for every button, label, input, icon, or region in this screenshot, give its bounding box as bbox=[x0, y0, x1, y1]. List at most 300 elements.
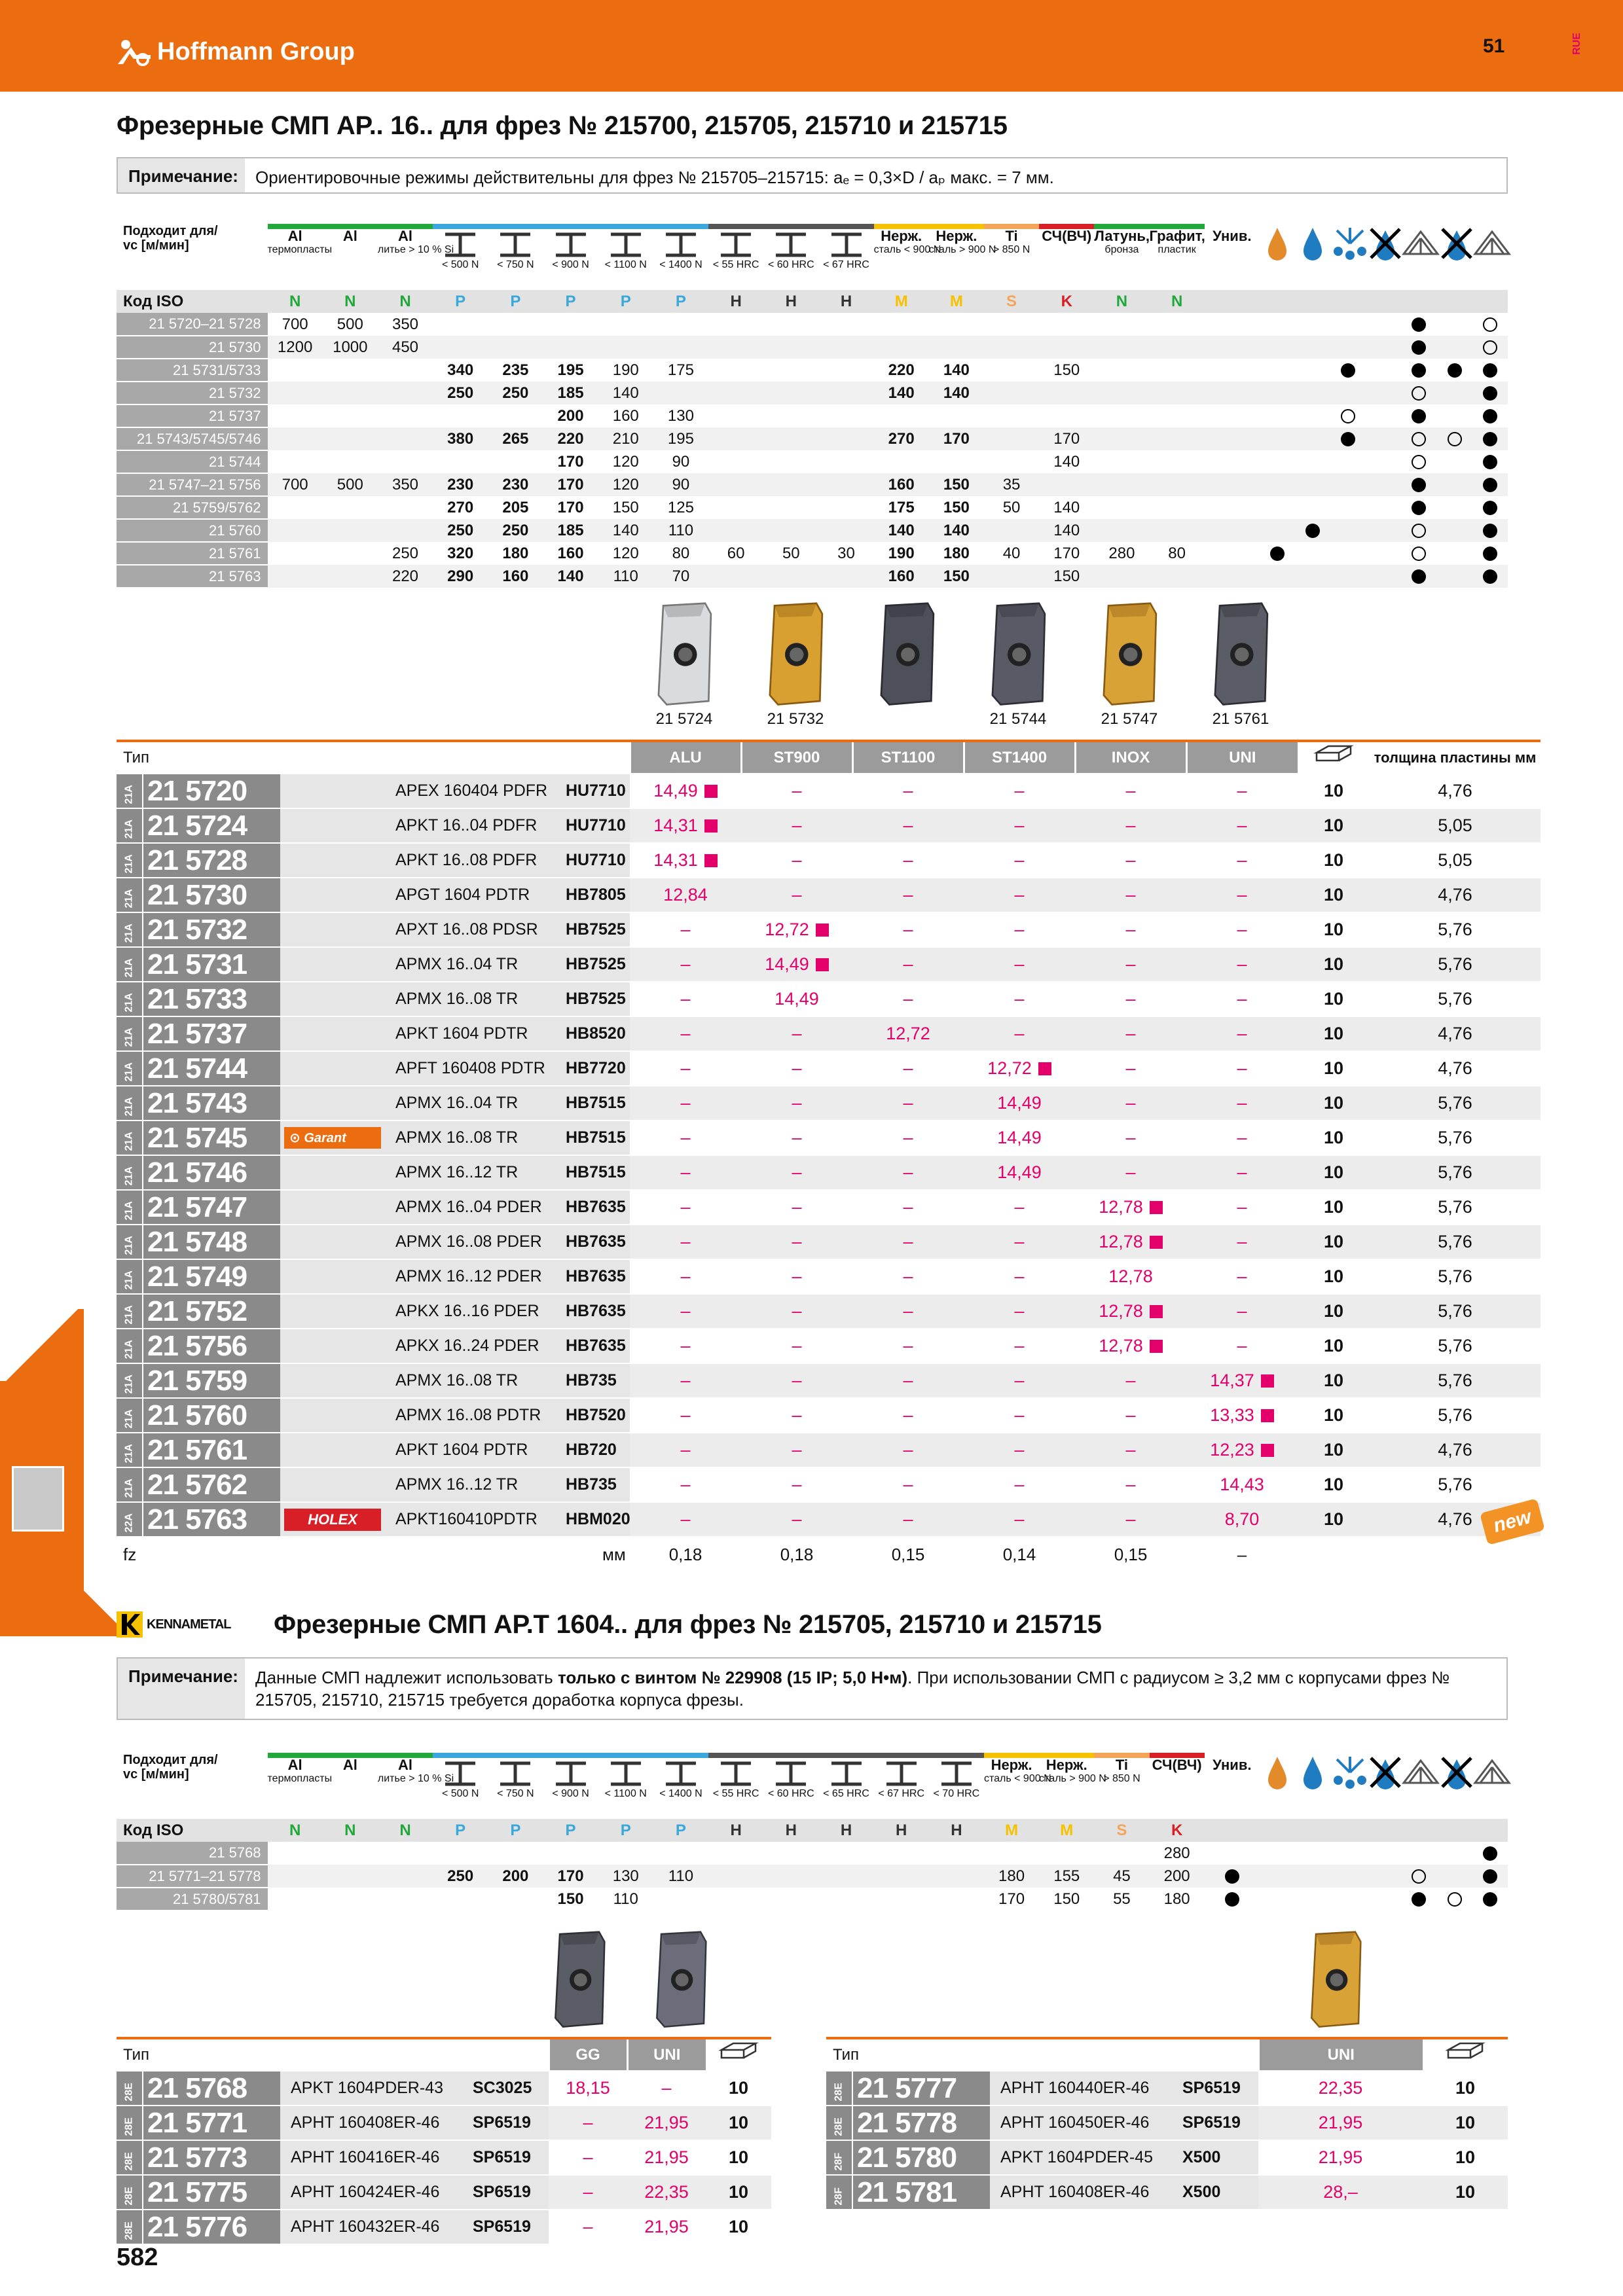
type-label: Тип bbox=[117, 741, 630, 774]
table-row[interactable] bbox=[117, 2106, 771, 2140]
price: – bbox=[852, 1086, 964, 1121]
designation: APKT 16..04 PDFR bbox=[385, 808, 563, 843]
table-row[interactable] bbox=[117, 2071, 771, 2106]
note-text: Ориентировочные режимы действительны для фрез № 215705–215715: aₑ = 0,3×D / aₚ макс. = 7 мм. bbox=[255, 168, 1054, 187]
open-dot-icon bbox=[1412, 524, 1426, 538]
material-header: < 1100 N bbox=[598, 218, 653, 290]
price: – bbox=[741, 1259, 852, 1294]
article-number[interactable]: 21 5746 bbox=[143, 1155, 280, 1190]
coolant-suitability bbox=[1295, 427, 1330, 450]
cutting-speed bbox=[818, 1865, 873, 1888]
article-number[interactable]: 21 5756 bbox=[143, 1329, 280, 1363]
cutting-speed: 180 bbox=[984, 1865, 1039, 1888]
cutting-speed bbox=[268, 1842, 323, 1865]
designation: APMX 16..08 PDER bbox=[385, 1225, 563, 1259]
cutting-speed bbox=[708, 450, 763, 473]
price: – bbox=[549, 2106, 627, 2140]
article-number[interactable]: 21 5780 bbox=[852, 2140, 990, 2175]
cutting-speed bbox=[1205, 496, 1260, 519]
article-number[interactable]: 21 5730 bbox=[143, 878, 280, 912]
table-row[interactable] bbox=[117, 1329, 1541, 1363]
cutting-speed bbox=[708, 473, 763, 496]
cutting-speed bbox=[488, 313, 543, 336]
row-label: 21 5731/5733 bbox=[117, 359, 268, 382]
table-row[interactable] bbox=[117, 1294, 1541, 1329]
price: 12,78 bbox=[1075, 1259, 1186, 1294]
group-tag: 21A bbox=[117, 1121, 143, 1155]
cutting-speed bbox=[268, 382, 323, 404]
price: – bbox=[1075, 1051, 1186, 1086]
price: 22,35 bbox=[627, 2175, 706, 2210]
table-row[interactable] bbox=[117, 843, 1541, 878]
table-row[interactable] bbox=[826, 2071, 1508, 2106]
cutting-speed bbox=[708, 336, 763, 359]
price: – bbox=[741, 1190, 852, 1225]
cutting-speed: 250 bbox=[433, 1865, 488, 1888]
filled-dot-icon bbox=[1483, 386, 1497, 401]
cutting-speed bbox=[763, 313, 818, 336]
table-row[interactable] bbox=[117, 774, 1541, 808]
iso-label: Код ISO bbox=[117, 1819, 268, 1842]
cutting-speed bbox=[543, 336, 598, 359]
cutting-speed bbox=[1150, 313, 1205, 336]
cutting-speed bbox=[763, 565, 818, 588]
cutting-speed: 30 bbox=[837, 544, 855, 562]
cutting-speed bbox=[1205, 519, 1260, 542]
article-number[interactable]: 21 5771 bbox=[143, 2106, 280, 2140]
cutting-speed: 205 bbox=[502, 498, 529, 516]
article-number[interactable]: 21 5773 bbox=[143, 2140, 280, 2175]
table-row[interactable] bbox=[826, 2106, 1508, 2140]
price: – bbox=[852, 1051, 964, 1086]
material-header: < 900 N bbox=[543, 218, 598, 290]
cutting-speed bbox=[1150, 427, 1205, 450]
article-number[interactable]: 21 5733 bbox=[143, 982, 280, 1016]
grade: HB7525 bbox=[563, 982, 630, 1016]
cutting-speed bbox=[818, 450, 873, 473]
cutting-speed bbox=[653, 382, 708, 404]
article-number[interactable]: 21 5747 bbox=[143, 1190, 280, 1225]
article-number[interactable]: 21 5728 bbox=[143, 843, 280, 878]
grade: HB7635 bbox=[563, 1259, 630, 1294]
group-tag: 21A bbox=[117, 1225, 143, 1259]
material-header: < 65 HRC bbox=[818, 1747, 873, 1819]
coolant-suitability bbox=[1437, 473, 1472, 496]
table-row[interactable] bbox=[117, 1225, 1541, 1259]
designation: APHT 160440ER-46 bbox=[990, 2071, 1180, 2106]
cutting-speed bbox=[268, 565, 323, 588]
cutting-speed: 170 bbox=[929, 427, 984, 450]
brand-cell bbox=[280, 843, 385, 878]
cutting-speed: 160 bbox=[488, 565, 543, 588]
cutting-speed bbox=[488, 1888, 543, 1910]
article-number[interactable]: 21 5775 bbox=[143, 2175, 280, 2210]
thickness: 5,05 bbox=[1370, 808, 1541, 843]
coolant-suitability bbox=[1472, 565, 1508, 588]
coolant-suitability bbox=[1330, 359, 1366, 382]
cutting-speed: 230 bbox=[433, 473, 488, 496]
coolant-suitability bbox=[1260, 359, 1295, 382]
grid-row bbox=[117, 1865, 1508, 1888]
table-row[interactable] bbox=[117, 1433, 1541, 1467]
brand-cell bbox=[280, 1502, 385, 1537]
table-row[interactable] bbox=[117, 1502, 1541, 1537]
thickness: 5,76 bbox=[1370, 1398, 1541, 1433]
insert-image-icon bbox=[1300, 1931, 1372, 2029]
type-label: Тип bbox=[117, 2038, 549, 2071]
cutting-speed: 200 bbox=[1150, 1865, 1205, 1888]
price: – bbox=[1186, 1051, 1298, 1086]
article-number[interactable]: 21 5763 bbox=[143, 1502, 280, 1537]
cutting-speed bbox=[874, 1888, 929, 1910]
steel-beam-icon bbox=[829, 232, 864, 258]
cutting-speed bbox=[433, 313, 488, 336]
coolant-suitability bbox=[1401, 382, 1436, 404]
price: – bbox=[964, 878, 1075, 912]
article-number[interactable]: 21 5744 bbox=[143, 1051, 280, 1086]
cutting-speed: 140 bbox=[543, 565, 598, 588]
coolant-suitability bbox=[1295, 519, 1330, 542]
table-row[interactable] bbox=[117, 1467, 1541, 1502]
cutting-speed bbox=[1039, 1842, 1094, 1865]
table-row[interactable] bbox=[117, 947, 1541, 982]
air-icon bbox=[1472, 224, 1512, 263]
price: – bbox=[1186, 1259, 1298, 1294]
price: 14,49 bbox=[964, 1121, 1075, 1155]
article-number[interactable]: 21 5748 bbox=[143, 1225, 280, 1259]
table-row[interactable] bbox=[117, 1363, 1541, 1398]
table-row[interactable] bbox=[117, 808, 1541, 843]
material-header: < 70 HRC bbox=[929, 1747, 984, 1819]
iso-code: K bbox=[1039, 290, 1094, 313]
article-number[interactable]: 21 5724 bbox=[143, 808, 280, 843]
table-row[interactable] bbox=[117, 912, 1541, 947]
article-number[interactable]: 21 5778 bbox=[852, 2106, 990, 2140]
cutting-speed: 150 bbox=[557, 1890, 584, 1908]
iso-code bbox=[1205, 1819, 1260, 1842]
coolant-header bbox=[1295, 1747, 1330, 1819]
grid-row bbox=[117, 519, 1508, 542]
coolant-suitability bbox=[1295, 542, 1330, 565]
insert-label: 21 5724 bbox=[655, 710, 713, 728]
table-row[interactable] bbox=[117, 1121, 1541, 1155]
table-row[interactable] bbox=[117, 2210, 771, 2244]
cutting-speed: 200 bbox=[488, 1865, 543, 1888]
coolant-suitability bbox=[1295, 1888, 1330, 1910]
price: – bbox=[964, 808, 1075, 843]
preferred-marker bbox=[704, 854, 718, 867]
cutting-speed bbox=[818, 382, 873, 404]
table-row[interactable] bbox=[117, 2175, 771, 2210]
steel-beam-icon bbox=[608, 232, 644, 258]
insert-label: 21 5747 bbox=[1101, 710, 1158, 728]
cutting-speed: 140 bbox=[874, 382, 929, 404]
price: – bbox=[630, 912, 741, 947]
group-tag: 21A bbox=[117, 1086, 143, 1121]
cutting-speed bbox=[268, 404, 323, 427]
coolant-suitability bbox=[1366, 359, 1401, 382]
steel-beam-icon bbox=[773, 1761, 809, 1787]
thickness: 5,76 bbox=[1370, 1467, 1541, 1502]
steel-beam-icon bbox=[718, 1761, 754, 1787]
table-row[interactable] bbox=[117, 1155, 1541, 1190]
article-number[interactable]: 21 5752 bbox=[143, 1294, 280, 1329]
insert-image-icon bbox=[1205, 602, 1277, 707]
cutting-speed bbox=[653, 336, 708, 359]
price: – bbox=[964, 1433, 1075, 1467]
pack-qty: 10 bbox=[1298, 808, 1370, 843]
table-row[interactable] bbox=[117, 1016, 1541, 1051]
kennametal-name: KENNAMETAL bbox=[147, 1617, 231, 1632]
insert-thickness-icon bbox=[1314, 744, 1353, 767]
cutting-speed: 150 bbox=[929, 565, 984, 588]
section1-note bbox=[117, 157, 1508, 194]
article-number[interactable]: 21 5759 bbox=[143, 1363, 280, 1398]
material-header: < 500 N bbox=[433, 218, 488, 290]
material-header: Графит, пластик bbox=[1150, 218, 1205, 290]
cutting-speed: 190 bbox=[888, 544, 915, 562]
price: 14,49 bbox=[964, 1155, 1075, 1190]
cutting-speed bbox=[598, 1842, 653, 1865]
table-row[interactable] bbox=[826, 2175, 1508, 2210]
table-row[interactable] bbox=[117, 1259, 1541, 1294]
iso-code: P bbox=[598, 290, 653, 313]
filled-dot-icon bbox=[1412, 569, 1426, 584]
material-header: < 55 HRC bbox=[708, 1747, 763, 1819]
cutting-speed: 150 bbox=[929, 473, 984, 496]
article-number[interactable]: 21 5776 bbox=[143, 2210, 280, 2244]
iso-code bbox=[1205, 290, 1260, 313]
cutting-speed bbox=[929, 1865, 984, 1888]
article-number[interactable]: 21 5732 bbox=[143, 912, 280, 947]
cutting-speed bbox=[1150, 519, 1205, 542]
group-tag: 28F bbox=[826, 2140, 852, 2175]
price: – bbox=[964, 947, 1075, 982]
fz-label: fz bbox=[123, 1545, 137, 1564]
coolant-suitability bbox=[1260, 519, 1295, 542]
designation: APKX 16..24 PDER bbox=[385, 1329, 563, 1363]
table-row[interactable] bbox=[117, 1051, 1541, 1086]
cutting-speed bbox=[763, 427, 818, 450]
price: – bbox=[964, 1398, 1075, 1433]
price: – bbox=[852, 1502, 964, 1537]
coolant-suitability bbox=[1472, 1888, 1508, 1910]
open-dot-icon bbox=[1412, 547, 1426, 561]
coolant-suitability bbox=[1472, 427, 1508, 450]
pack-qty: 10 bbox=[1298, 912, 1370, 947]
group-tag: 21A bbox=[117, 1398, 143, 1433]
article-number[interactable]: 21 5731 bbox=[143, 947, 280, 982]
brand-cell bbox=[280, 947, 385, 982]
cutting-speed bbox=[598, 313, 653, 336]
coolant-suitability bbox=[1437, 496, 1472, 519]
article-number[interactable]: 21 5768 bbox=[143, 2071, 280, 2106]
price: – bbox=[852, 1363, 964, 1398]
group-tag: 21A bbox=[117, 1155, 143, 1190]
price: – bbox=[549, 2175, 627, 2210]
cutting-speed: 170 bbox=[998, 1890, 1025, 1908]
cutting-speed bbox=[929, 1888, 984, 1910]
filled-dot-icon bbox=[1341, 432, 1355, 446]
coolant-suitability bbox=[1366, 542, 1401, 565]
table-row[interactable] bbox=[117, 1086, 1541, 1121]
cutting-speed bbox=[984, 519, 1039, 542]
row-label: 21 5730 bbox=[117, 336, 268, 359]
material-header: Al термопласты bbox=[268, 1747, 323, 1819]
grade: HU7710 bbox=[563, 808, 630, 843]
group-tag: 21A bbox=[117, 878, 143, 912]
coolant-suitability bbox=[1401, 359, 1436, 382]
table-row[interactable] bbox=[117, 2140, 771, 2175]
cutting-speed: 160 bbox=[612, 406, 639, 425]
price: 14,37 bbox=[1186, 1363, 1298, 1398]
grade: HB7720 bbox=[563, 1051, 630, 1086]
article-number[interactable]: 21 5749 bbox=[143, 1259, 280, 1294]
cutting-speed bbox=[1039, 382, 1094, 404]
coolant-suitability bbox=[1472, 313, 1508, 336]
table-row[interactable] bbox=[826, 2140, 1508, 2175]
price: – bbox=[1075, 982, 1186, 1016]
group-tag: 21A bbox=[117, 1329, 143, 1363]
material-header: < 60 HRC bbox=[763, 1747, 818, 1819]
table-row[interactable] bbox=[117, 878, 1541, 912]
iso-code: P bbox=[543, 1819, 598, 1842]
coolant-suitability bbox=[1330, 496, 1366, 519]
fz-unit: мм bbox=[602, 1545, 626, 1564]
cutting-speed: 125 bbox=[667, 498, 694, 516]
coolant-header bbox=[1295, 218, 1330, 290]
row-label: 21 5747–21 5756 bbox=[117, 473, 268, 496]
price: – bbox=[741, 1121, 852, 1155]
designation: APKT 1604PDER-45 bbox=[990, 2140, 1180, 2175]
pack-qty: 10 bbox=[1298, 982, 1370, 1016]
group-tag: 21A bbox=[117, 1016, 143, 1051]
table-row[interactable] bbox=[117, 982, 1541, 1016]
brand-cell bbox=[280, 1225, 385, 1259]
article-number[interactable]: 21 5743 bbox=[143, 1086, 280, 1121]
insert-image-icon bbox=[1093, 602, 1165, 707]
article-number[interactable]: 21 5762 bbox=[143, 1467, 280, 1502]
row-label: 21 5720–21 5728 bbox=[117, 313, 268, 336]
grid-row bbox=[117, 336, 1508, 359]
cutting-speed bbox=[1150, 382, 1205, 404]
cutting-speed bbox=[378, 1865, 433, 1888]
coolant-suitability bbox=[1437, 519, 1472, 542]
coolant-suitability bbox=[1295, 313, 1330, 336]
article-number[interactable]: 21 5781 bbox=[852, 2175, 990, 2210]
group-tag: 28F bbox=[826, 2175, 852, 2210]
coolant-suitability bbox=[1260, 565, 1295, 588]
designation: APMX 16..08 TR bbox=[385, 1121, 563, 1155]
designation: APHT 160408ER-46 bbox=[990, 2175, 1180, 2210]
coolant-suitability bbox=[1437, 450, 1472, 473]
designation: APHT 160450ER-46 bbox=[990, 2106, 1180, 2140]
cutting-speed bbox=[433, 404, 488, 427]
cutting-speed bbox=[1094, 450, 1149, 473]
cutting-speed: 195 bbox=[653, 427, 708, 450]
cutting-speed bbox=[323, 359, 378, 382]
pack-qty: 10 bbox=[1298, 878, 1370, 912]
grid-row bbox=[117, 382, 1508, 404]
cutting-speed: 140 bbox=[1053, 498, 1080, 516]
article-number[interactable]: 21 5745 bbox=[143, 1121, 280, 1155]
material-header: < 60 HRC bbox=[763, 218, 818, 290]
pack-qty: 10 bbox=[1423, 2106, 1508, 2140]
steel-beam-icon bbox=[498, 1761, 533, 1787]
coolant-header bbox=[1330, 1747, 1366, 1819]
pack-qty: 10 bbox=[1298, 1502, 1370, 1537]
price: – bbox=[630, 1329, 741, 1363]
row-label: 21 5744 bbox=[117, 450, 268, 473]
material-header: < 1400 N bbox=[653, 1747, 708, 1819]
material-header: Al литье > 10 % Si bbox=[378, 1747, 433, 1819]
brand-cell bbox=[280, 1190, 385, 1225]
cutting-speed bbox=[378, 427, 433, 450]
price: – bbox=[741, 1502, 852, 1537]
price: 22,35 bbox=[1258, 2071, 1423, 2106]
table-row[interactable] bbox=[117, 1190, 1541, 1225]
designation: APHT 160416ER-46 bbox=[280, 2140, 470, 2175]
cutting-speed bbox=[708, 404, 763, 427]
price: – bbox=[630, 947, 741, 982]
coolant-suitability bbox=[1437, 427, 1472, 450]
price: – bbox=[1186, 774, 1298, 808]
pack-qty: 10 bbox=[706, 2175, 771, 2210]
article-number[interactable]: 21 5761 bbox=[143, 1433, 280, 1467]
coolant-suitability bbox=[1401, 427, 1436, 450]
price: – bbox=[852, 1467, 964, 1502]
article-number[interactable]: 21 5720 bbox=[143, 774, 280, 808]
price: – bbox=[852, 947, 964, 982]
cutting-speed: 220 bbox=[378, 565, 433, 588]
price: – bbox=[852, 1433, 964, 1467]
material-header: < 55 HRC bbox=[708, 218, 763, 290]
filled-dot-icon bbox=[1412, 363, 1426, 378]
coolant-suitability bbox=[1366, 382, 1401, 404]
cutting-speed: 150 bbox=[612, 498, 639, 516]
cutting-speed: 190 bbox=[612, 361, 639, 379]
price: – bbox=[630, 1259, 741, 1294]
cutting-speed bbox=[268, 542, 323, 565]
coolant-suitability bbox=[1260, 1842, 1295, 1865]
pack-qty: 10 bbox=[1298, 947, 1370, 982]
thickness: 5,76 bbox=[1370, 947, 1541, 982]
article-number[interactable]: 21 5737 bbox=[143, 1016, 280, 1051]
grade: SP6519 bbox=[1180, 2071, 1258, 2106]
fz-value: 0,14 bbox=[1002, 1545, 1036, 1564]
material-header: Al bbox=[323, 1747, 378, 1819]
row-label: 21 5743/5745/5746 bbox=[117, 427, 268, 450]
price: – bbox=[630, 982, 741, 1016]
article-number[interactable]: 21 5760 bbox=[143, 1398, 280, 1433]
no-coolant-icon bbox=[1366, 1753, 1405, 1792]
coolant-suitability bbox=[1437, 542, 1472, 565]
cutting-speed bbox=[763, 450, 818, 473]
cutting-speed: 140 bbox=[1053, 452, 1080, 471]
coolant-suitability bbox=[1260, 496, 1295, 519]
filled-dot-icon bbox=[1448, 363, 1462, 378]
price: 21,95 bbox=[1258, 2140, 1423, 2175]
table-row[interactable] bbox=[117, 1398, 1541, 1433]
cutting-speed: 120 bbox=[598, 473, 653, 496]
coolant-suitability bbox=[1401, 450, 1436, 473]
cutting-speed: 230 bbox=[488, 473, 543, 496]
note-text: Данные СМП надлежит использовать только с винтом № 229908 (15 IP; 5,0 Н•м). При использовании СМП с радиусом ≥ 3,2 мм с корпусами фрез № 215705, 215710, 215715 требуется доработка корпуса фрезы. bbox=[255, 1668, 1450, 1710]
cutting-speed bbox=[708, 427, 763, 450]
article-number[interactable]: 21 5777 bbox=[852, 2071, 990, 2106]
cutting-speed bbox=[818, 336, 873, 359]
coolant-suitability bbox=[1401, 473, 1436, 496]
